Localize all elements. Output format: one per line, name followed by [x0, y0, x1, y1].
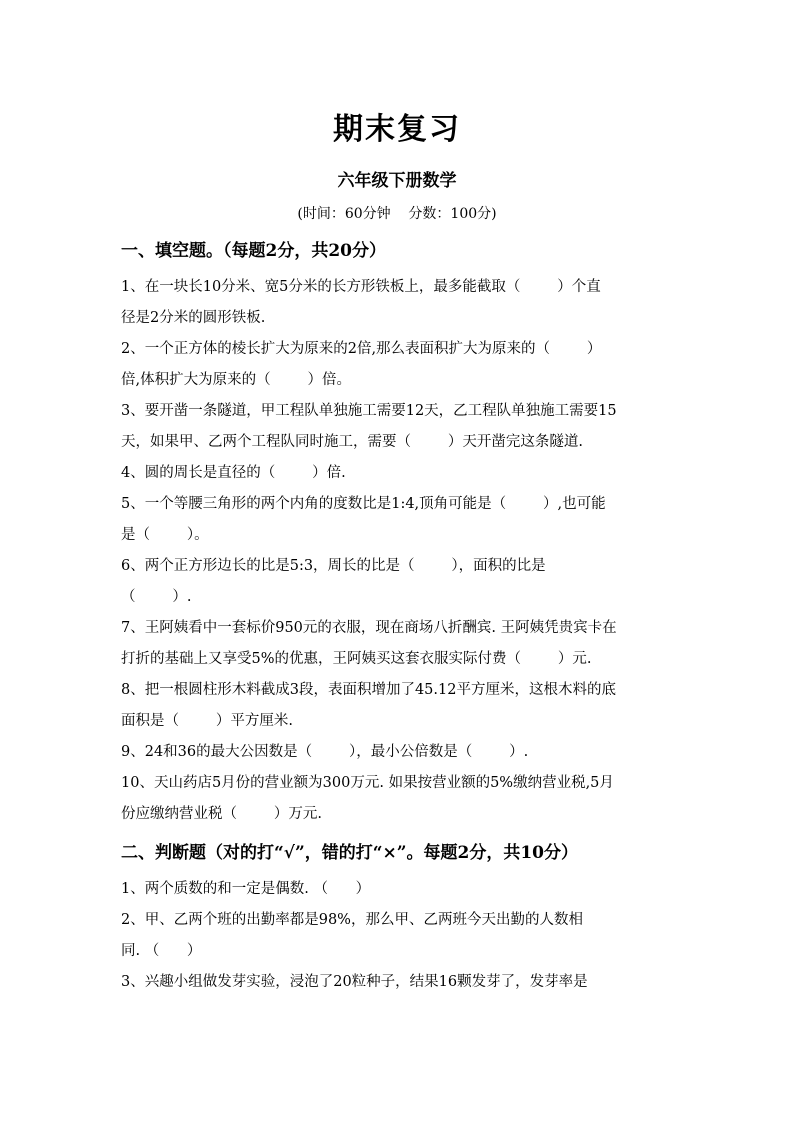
question-item: [121, 458, 681, 489]
question-item: [121, 489, 681, 551]
exam-content: [121, 236, 681, 998]
question-text-line: 天，如果甲、乙两个工程队同时施工，需要（ ）天开凿完这条隧道.: [121, 434, 583, 450]
page-subtitle: 六年级下册数学: [337, 171, 457, 191]
question-text-line: （ ）.: [121, 589, 192, 605]
question-text-line: 份应缴纳营业税（ ）万元.: [121, 806, 322, 822]
question-text-line: 倍,体积扩大为原来的（ ）倍。: [121, 372, 351, 388]
question-item: [121, 874, 681, 905]
question-text-line: 1、两个质数的和一定是偶数. （ ）: [121, 881, 371, 897]
question-text-line: 3、兴趣小组做发芽实验，浸泡了20粒种子，结果16颗发芽了，发芽率是: [121, 974, 588, 990]
question-text-line: 10、天山药店5月份的营业额为300万元. 如果按营业额的5%缴纳营业税,5月: [121, 775, 614, 791]
question-item: [121, 334, 681, 396]
question-text-line: 2、一个正方体的棱长扩大为原来的2倍,那么表面积扩大为原来的（ ）: [121, 341, 602, 357]
section-heading: 二、判断题（对的打“√”，错的打“×”。每题2分，共10分）: [121, 843, 579, 863]
question-text-line: 打折的基础上又享受5%的优惠，王阿姨买这套衣服实际付费（ ）元.: [121, 651, 592, 667]
question-item: [121, 768, 681, 830]
question-item: [121, 675, 681, 737]
section-heading: 一、填空题。（每题2分，共20分）: [121, 241, 386, 261]
question-item: [121, 272, 681, 334]
question-text-line: 3、要开凿一条隧道，甲工程队单独施工需要12天，乙工程队单独施工需要15: [121, 403, 617, 419]
question-text-line: 面积是（ ）平方厘米.: [121, 713, 293, 729]
question-text-line: 径是2分米的圆形铁板.: [121, 310, 266, 326]
question-text-line: 同. （ ）: [121, 943, 202, 959]
exam-time-score: (时间：60分钟 分数：100分): [297, 206, 497, 222]
question-item: [121, 551, 681, 613]
question-text-line: 4、圆的周长是直径的（ ）倍.: [121, 465, 346, 481]
question-text-line: 6、两个正方形边长的比是5:3，周长的比是（ ），面积的比是: [121, 558, 546, 574]
question-item: [121, 396, 681, 458]
question-text-line: 2、甲、乙两个班的出勤率都是98%，那么甲、乙两班今天出勤的人数相: [121, 912, 583, 928]
question-item: [121, 905, 681, 967]
question-item: [121, 613, 681, 675]
question-text-line: 5、一个等腰三角形的两个内角的度数比是1:4,顶角可能是（ ）,也可能: [121, 496, 606, 512]
question-item: [121, 967, 681, 998]
question-item: [121, 737, 681, 768]
page-title: 期末复习: [333, 112, 461, 147]
question-text-line: 1、在一块长10分米、宽5分米的长方形铁板上，最多能截取（ ）个直: [121, 279, 601, 295]
question-text-line: 7、王阿姨看中一套标价950元的衣服，现在商场八折酬宾. 王阿姨凭贵宾卡在: [121, 620, 617, 636]
question-text-line: 9、24和36的最大公因数是（ ），最小公倍数是（ ）.: [121, 744, 529, 760]
question-text-line: 8、把一根圆柱形木料截成3段，表面积增加了45.12平方厘米，这根木料的底: [121, 682, 616, 698]
question-text-line: 是（ ）。: [121, 527, 209, 543]
